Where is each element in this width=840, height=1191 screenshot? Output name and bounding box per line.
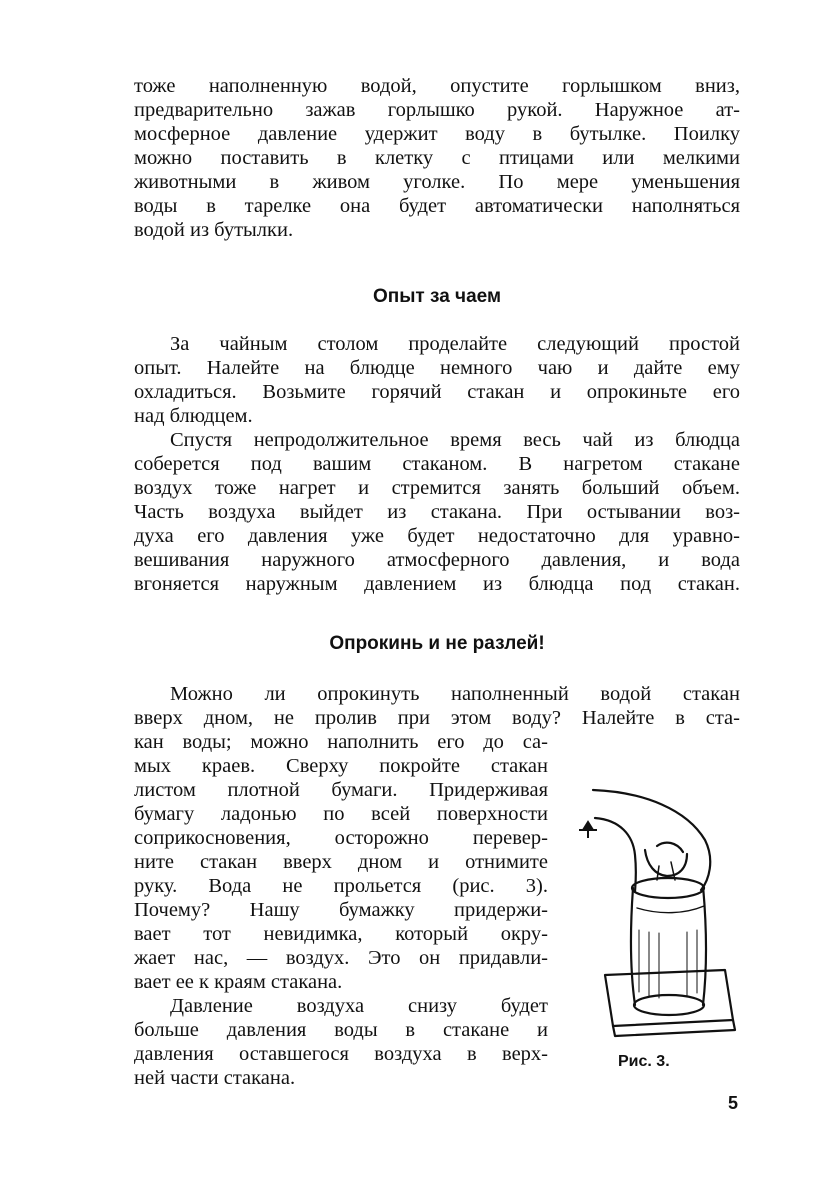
glass-outline [631, 888, 635, 1005]
text-line: Давление воздуха снизу будет [170, 995, 548, 1017]
text-line: можно поставить в клетку с птицами или мелкими [134, 147, 740, 169]
text-line: соприкосновения, осторожно перевер- [134, 827, 548, 849]
text-line: Спустя непродолжительное время весь чай из блюдца [170, 429, 740, 451]
upward-arrow-icon [579, 822, 597, 838]
paper-sheet [605, 970, 733, 1026]
text-line: предварительно зажав горлышко рукой. Наружное ат- [134, 99, 740, 121]
text-line: опыт. Налейте на блюдце немного чаю и дайте ему [134, 357, 740, 379]
arm-outline [593, 790, 710, 890]
text-line: воздух тоже нагрет и стремится занять больший объем. [134, 477, 740, 499]
text-line: тоже наполненную водой, опустите горлышком вниз, [134, 75, 740, 97]
text-line: мосферное давление удержит воду в бутылке. Поилку [134, 123, 740, 145]
text-line: соберется под вашим стаканом. В нагретом стакане [134, 453, 740, 475]
section-title-overturn-experiment: Опрокинь и не разлей! [329, 633, 545, 654]
text-line: листом плотной бумаги. Придерживая [134, 779, 548, 801]
text-line: Можно ли опрокинуть наполненный водой стакан [170, 683, 740, 705]
text-line: руку. Вода не прольется (рис. 3). [134, 875, 548, 897]
text-line: За чайным столом проделайте следующий простой [170, 333, 740, 355]
text-line: животными в живом уголке. По мере уменьшения [134, 171, 740, 193]
text-line: над блюдцем. [134, 405, 253, 427]
text-line: вгоняется наружным давлением из блюдца под стакан. [134, 573, 740, 595]
figure-inverted-glass-illustration [575, 780, 750, 1050]
text-line: вает тот невидимка, который окру- [134, 923, 548, 945]
text-line: Почему? Нашу бумажку придержи- [134, 899, 548, 921]
text-line: ните стакан вверх дном и отнимите [134, 851, 548, 873]
text-line: жает нас, — воздух. Это он придавли- [134, 947, 548, 969]
text-line: вает ее к краям стакана. [134, 971, 343, 993]
text-line: вешивания наружного атмосферного давления, и вода [134, 549, 740, 571]
text-line: мых краев. Сверху покройте стакан [134, 755, 548, 777]
text-line: вверх дном, не пролив при этом воду? Налейте в ста- [134, 707, 740, 729]
text-line: ней части стакана. [134, 1067, 296, 1089]
text-line: давления оставшегося воздуха в верх- [134, 1043, 548, 1065]
page-number: 5 [728, 1093, 739, 1113]
figure-caption: Рис. 3. [618, 1053, 670, 1070]
text-line: Часть воздуха выйдет из стакана. При остывании воз- [134, 501, 740, 523]
text-line: бумагу ладонью по всей поверхности [134, 803, 548, 825]
text-line: кан воды; можно наполнить его до са- [134, 731, 548, 753]
text-line: духа его давления уже будет недостаточно для уравно- [134, 525, 740, 547]
text-line: воды в тарелке она будет автоматически наполняться [134, 195, 740, 217]
text-line: водой из бутылки. [134, 219, 294, 241]
text-line: охладиться. Возьмите горячий стакан и опрокиньте его [134, 381, 740, 403]
text-line: больше давления воды в стакане и [134, 1019, 548, 1041]
section-title-tea-experiment: Опыт за чаем [372, 286, 502, 307]
